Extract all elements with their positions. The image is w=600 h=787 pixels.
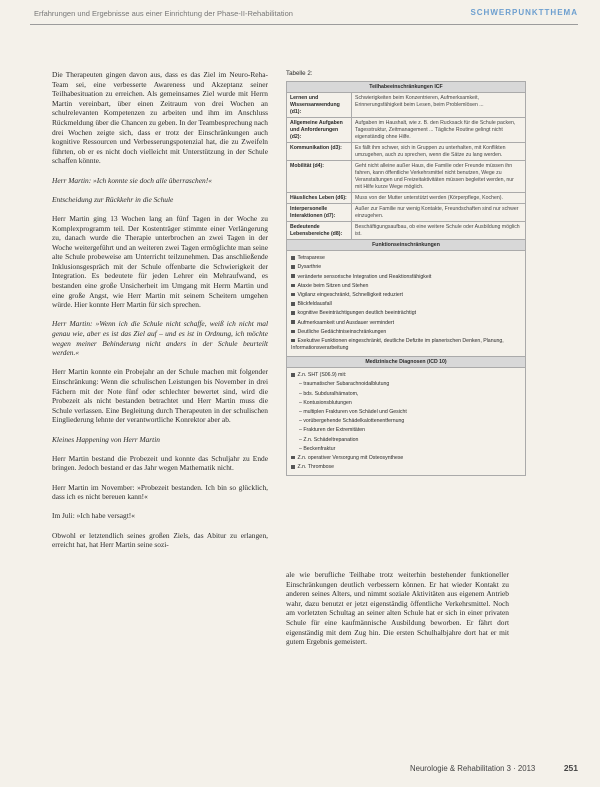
list-item-text: Z.n. operativer Versorgung mit Osteosynthese <box>297 454 404 461</box>
list-item-text: Beckenfraktur <box>303 445 336 452</box>
function-section-header: Funktionseinschränkungen <box>287 240 526 251</box>
bullet-icon <box>291 465 295 469</box>
list-item-text: Vigilanz eingeschränkt, Schnelligkeit reduziert <box>297 291 403 298</box>
list-item <box>291 283 521 290</box>
dash-icon: – <box>299 445 304 452</box>
paragraph: Kleines Happening von Herr Martin <box>52 434 160 444</box>
table-row <box>287 118 526 143</box>
running-header <box>30 6 578 25</box>
table-row <box>287 161 526 193</box>
list-item <box>299 391 521 398</box>
row-key: Kommunikation (d3): <box>287 143 352 161</box>
list-item <box>291 464 521 471</box>
table-row <box>287 222 526 240</box>
table-row <box>287 93 526 118</box>
list-item-text: kognitive Beeinträchtigungen deutlich beeinträchtigt <box>297 310 417 317</box>
table-title: Tabelle 2: <box>286 70 313 77</box>
section-label: SCHWERPUNKTTHEMA <box>470 8 578 17</box>
list-item-text: Z.n. Thrombose <box>297 464 335 471</box>
bullet-icon <box>291 284 295 288</box>
bullet-icon <box>291 274 295 278</box>
paragraph: Herr Martin ging 13 Wochen lang an fünf Tagen in der Woche zu Komplexprogramm teil. Der Kostenträger stimmte einer Verlängerung zu, danach wurde die Therapie unterbrochen an zwei Tagen in der Woche weitergeführt und an weiteren zwei Tagen ermöglichte man seine alte Schule probeweise am Unterricht teilzunehmen. Das anschließende Inklusionsgespräch mit der Schule offenbarte die Schwierigkeit der Integration. Es bedeutete für jeden Lehrer ein Mehraufwand, es bestanden eine große Unsicherheit im Umgang mit Herrn Martin und eine große Angst, wie Herr Martin mit seinem Scheitern umgehen würde. Hier konnte Herr Martin für sich sprechen. <box>52 213 268 310</box>
list-item-text: traumatischer Subarachnoidalblutung <box>303 381 390 388</box>
dash-icon: – <box>299 390 304 397</box>
page-number: 251 <box>563 763 578 773</box>
paragraph: Obwohl er letztendlich seines großen Ziels, das Abitur zu erlangen, erreicht hat, hat Herr Martin seine sozi- <box>52 530 268 550</box>
row-value: Außer zur Familie nur wenig Kontakte, Freundschaften sind nur schwer einzugehen. <box>352 204 526 222</box>
list-item <box>299 446 521 453</box>
dash-icon: – <box>299 399 304 406</box>
row-value: Muss von der Mutter unterstützt werden (Körperpflege, Kochen). <box>352 193 526 204</box>
list-item <box>291 301 521 308</box>
running-title: Erfahrungen und Ergebnisse aus einer Einrichtung der Phase-II-Rehabilitation <box>34 9 293 18</box>
list-item <box>291 292 521 299</box>
list-item-text: Ataxie beim Sitzen und Stehen <box>297 282 369 289</box>
bullet-icon <box>291 302 295 306</box>
list-item <box>291 372 521 379</box>
table-row <box>287 143 526 161</box>
row-value: Aufgaben im Haushalt, wie z. B. den Rucksack für die Schule packen, Tagesstruktur, Zeitmanagement ... Tägliche Routine gelingt nicht eigenständig ohne Hilfe. <box>352 118 526 143</box>
list-item <box>291 455 521 462</box>
row-value: Schwierigkeiten beim Konzentrieren, Aufmerksamkeit, Erinnerungsfähigkeit beim Lesen, beim Problemlösen ... <box>352 93 526 118</box>
row-key: Häusliches Leben (d6): <box>287 193 352 204</box>
dash-icon: – <box>299 436 304 443</box>
list-item-text: Kontusionsblutungen <box>303 399 352 406</box>
row-value: Es fällt ihm schwer, sich in Gruppen zu unterhalten, mit Konflikten umzugehen, auch zu sprechen, wenn die Sätze zu lang werden. <box>352 143 526 161</box>
list-item <box>291 338 521 352</box>
table-row <box>287 193 526 204</box>
list-item <box>299 418 521 425</box>
row-key: Bedeutende Lebensbereiche (d8): <box>287 222 352 240</box>
paragraph: ale wie berufliche Teilhabe trotz weiterhin bestehender funktioneller Einschränkungen deutlich verbessern können. Er hat wieder Kontakt zu anderen seines Alters, und nimmt soziale Aktivitäten aus eigenem Antrieb wahr, dazu benutzt er jetzt eigenständig öffentliche Verkehrsmittel. Noch am vorletzten Schultag an seiner alten Schule hat er sich in einer privaten Schule für eine kaufmännische Ausbildung beworben. Er fährt dort eigenständig mit dem Zug hin. Die ersten Schulhalbjahre dort hat er mit gutem Ergebnis gemeistert. <box>286 570 509 647</box>
list-item <box>291 255 521 262</box>
list-item-text: Aufmerksamkeit und Ausdauer vermindert <box>297 319 395 326</box>
list-item-text: Exekutive Funktionen eingeschränkt, deutliche Defizite im planerischen Denken, Planung, Informationsverarbeitung <box>291 337 504 351</box>
paragraph: Herr Martin: »Wenn ich die Schule nicht schaffe, weiß ich nicht mal genau wie, aber es ist das Ziel auf – und es ist in Ordnung, ich möchte wegen meiner Behinderung nicht anders in der Schule beurteilt werden.« <box>52 319 268 358</box>
left-column <box>52 70 268 559</box>
row-key: Allgemeine Aufgaben und Anforderungen (d2): <box>287 118 352 143</box>
dash-icon: – <box>299 409 304 415</box>
list-item <box>299 381 521 388</box>
paragraph: Herr Martin konnte ein Probejahr an der Schule machen mit folgender Einschränkung: Wenn die schulischen Leistungen bis November in drei Fächern mit der Note fünf oder schlechter bewertet sind, wird die Probezeit als nicht bestanden betrachtet und Herr Martin muss die Schule verlassen. Eine Begleitung durch Therapeuten in der schulischen Eingliederung lehnte der verantwortliche Konrektor aber ab. <box>52 367 268 425</box>
paragraph: Herr Martin bestand die Probezeit und konnte das Schuljahr zu Ende bringen. Jedoch bestand er das Jahr wegen Mathematik nicht. <box>52 453 268 473</box>
dash-icon: – <box>299 418 304 425</box>
list-item-text: Dysarthrie <box>297 264 322 271</box>
function-list <box>287 251 526 357</box>
bullet-icon <box>291 373 295 377</box>
list-item <box>291 320 521 327</box>
table-2 <box>286 70 526 476</box>
table-row <box>287 204 526 222</box>
paragraph: Herr Martin: »Ich konnte sie doch alle überraschen!« <box>52 175 212 185</box>
diagnosis-list <box>287 368 526 476</box>
list-item <box>291 329 521 336</box>
list-item <box>291 264 521 271</box>
bullet-icon <box>291 320 295 324</box>
list-item-text: vorübergehende Schädelkalottenentfernung <box>303 418 405 425</box>
row-value: Beschäftigungsaufbau, ob eine weitere Schule oder Ausbildung möglich ist. <box>352 222 526 240</box>
row-key: Mobilität (d4): <box>287 161 352 193</box>
icf-table <box>286 81 526 476</box>
list-item <box>299 409 521 416</box>
bullet-icon <box>291 339 295 343</box>
bullet-icon <box>291 311 295 315</box>
diagnosis-section-header: Medizinische Diagnosen (ICD 10) <box>287 357 526 368</box>
list-item-text: Frakturen der Extremitäten <box>303 427 366 434</box>
bullet-icon <box>291 256 295 260</box>
icf-section-header: Teilhabeeinschränkungen ICF <box>287 82 526 93</box>
bullet-icon <box>291 293 295 297</box>
list-item <box>291 274 521 281</box>
right-column-text <box>286 570 509 656</box>
row-key: Lernen und Wissensanwendung (d1): <box>287 93 352 118</box>
list-item-text: Z.n. SHT (S06.9) mit: <box>297 372 347 379</box>
list-item-text: bds. Subduralhämatom, <box>303 390 359 397</box>
paragraph: Im Juli: »Ich habe versagt!« <box>52 511 135 521</box>
bullet-icon <box>291 330 295 334</box>
list-item <box>299 427 521 434</box>
list-item <box>291 310 521 317</box>
bullet-icon <box>291 456 295 460</box>
list-item-text: Blickfeldausfall <box>297 301 332 308</box>
list-item-text: Tetraparese <box>297 255 325 262</box>
bullet-icon <box>291 265 295 269</box>
list-item <box>299 400 521 407</box>
paragraph: Die Therapeuten gingen davon aus, dass es das Ziel im Neuro-Reha-Team sei, eine verbesserte Awareness und Akzeptanz seiner Teilhabesituation zu erreichen. Als gemeinsames Ziel wurde mit Herrn Martin vereinbart, über einen Zeitraum von drei Wochen an schulrelevanten Kompetenzen zu arbeiten und ihm im Anschluss Rückmeldung über die Chancen zu geben. In der Teambesprechung nach drei Wochen zeigte sich, dass er trotz der Einschränkungen auch kognitive Ressourcen und Verbesserungspotenzial hat, die zu Zweifeln führten, ob er es nicht doch vielleicht mit Unterstützung in der Schule schaffen könnte. <box>52 70 268 166</box>
list-item-text: veränderte sensorische Integration und Reaktionsfähigkeit <box>297 273 432 280</box>
dash-icon: – <box>299 381 304 388</box>
page-footer <box>400 762 580 776</box>
journal-name: Neurologie & Rehabilitation 3 · 2013 <box>410 764 536 773</box>
paragraph: Herr Martin im November: »Probezeit bestanden. Ich bin so glücklich, dass ich es nicht bereuen kann!« <box>52 482 268 502</box>
row-value: Geht nicht alleine außer Haus, die Familie oder Freunde müssen ihn fahren, kann öffentliche Verkehrsmittel nicht benutzen, Wege zu Veranstaltungen und Freizeitaktivitäten müssen begleitet werden, nur mit Hilfe kurze Wege möglich. <box>352 161 526 193</box>
dash-icon: – <box>299 427 304 434</box>
list-item-text: Z.n. Schädeltrepanation <box>303 436 359 443</box>
list-item <box>299 437 521 444</box>
list-item-text: multiplen Frakturen von Schädel und Gesicht <box>303 409 407 415</box>
row-key: Interpersonelle Interaktionen (d7): <box>287 204 352 222</box>
list-item-text: Deutliche Gedächtniseinschränkungen <box>297 328 387 335</box>
paragraph: Entscheidung zur Rückkehr in die Schule <box>52 194 174 204</box>
